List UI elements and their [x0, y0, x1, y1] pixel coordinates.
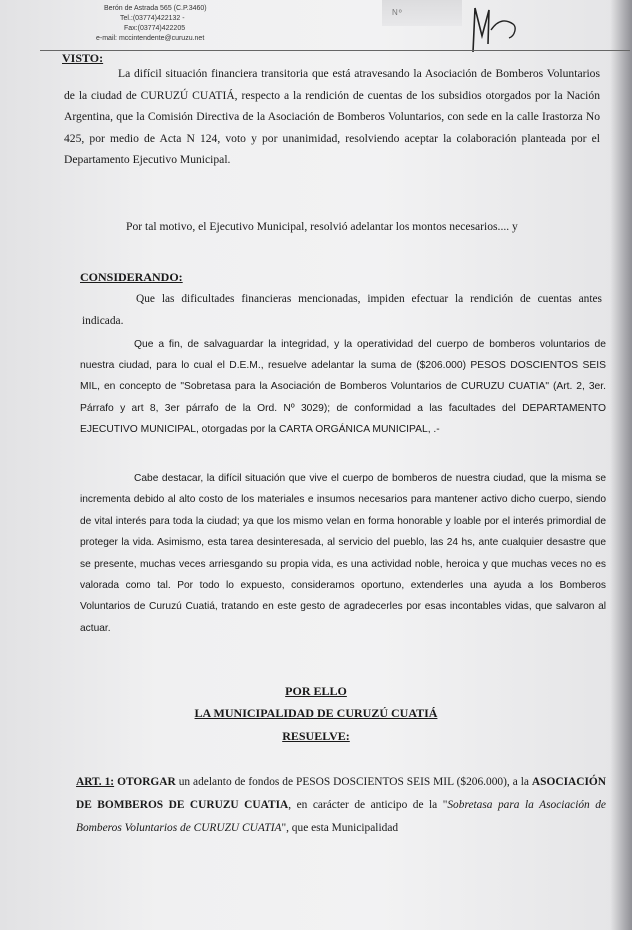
por-ello-heading: POR ELLO [285, 684, 347, 698]
article-1-entity: ASOCIACIÓN DE BOMBEROS DE CURUZU CUATIA [76, 776, 606, 811]
visto-heading: VISTO: [62, 51, 104, 65]
considerando-paragraph-2: Que a fin, de salvaguardar la integridad, y la operatividad del cuerpo de bomberos voluntarios de nuestra ciudad, para lo cual el D.E.M., resuelve adelantar la suma de ($206.000) PESOS DOSCIENTOS SEIS MIL, en concepto de "Sobretasa para la Asociación de Bomberos Voluntarios de CURUZU CUATIA" (Art. 2, 3er. Párrafo y art 8, 3er párrafo de la Ord. Nº 3029); de conformidad a las facultades del DEPARTAMENTO EJECUTIVO MUNICIPAL, otorgadas por la CARTA ORGÁNICA MUNICIPAL, .- [80, 339, 606, 435]
page-edge-shadow [610, 0, 632, 930]
signature-mark [455, 0, 535, 60]
articulo-1 [76, 771, 606, 840]
letterhead-tel: Tel.:(03774)422132 - [120, 15, 185, 22]
resuelve-heading: RESUELVE: [282, 729, 350, 743]
visto-paragraph-1: La difícil situación financiera transitoria que está atravesando la Asociación de Bomberos Voluntarios de la ciudad de CURUZÚ CUATIÁ, respecto a la rendición de cuentas de los subsidios otorgados por la Nación Argentina, que la Comisión Directiva de la Asociación de Bomberos Voluntarios, con sede en la calle Irastorza No 425, por medio de Acta N 124, voto y por unanimidad, resolviendo aceptar la colaboración planteada por el Departamento Ejecutivo Municipal. [64, 67, 600, 167]
article-1-sobretasa: Sobretasa para la Asociación de Bomberos Voluntarios de CURUZU CUATIA [76, 799, 606, 834]
considerando-paragraph-1: Que las dificultades financieras mencionadas, impiden efectuar la rendición de cuentas antes indicada. [82, 293, 602, 327]
article-1-label: ART. 1: [76, 776, 115, 788]
visto-paragraph-2: Por tal motivo, el Ejecutivo Municipal, resolvió adelantar los montos necesarios.... y [126, 220, 518, 233]
article-1-verb: OTORGAR [117, 776, 176, 788]
considerando-heading: CONSIDERANDO: [80, 270, 183, 284]
letterhead-contact [96, 4, 207, 44]
header-divider [40, 50, 630, 51]
article-1-text-1: un adelanto de fondos de PESOS DOSCIENTOS SEIS MIL ($206.000), a la [175, 776, 532, 788]
letterhead-email: e-mail: mccintendente@curuzu.net [96, 35, 205, 42]
stamp-number: Nº [392, 8, 403, 17]
letterhead-address: Berón de Astrada 565 (C.P.3460) [104, 5, 207, 12]
letterhead-fax: Fax:(03774)422205 [124, 25, 186, 32]
article-1-text-2: , en carácter de anticipo de la " [288, 799, 448, 811]
considerando-paragraph-3: Cabe destacar, la difícil situación que vive el cuerpo de bomberos de nuestra ciudad, que la misma se incrementa debido al alto costo de los materiales e insumos necesarios para mantener activo dicho cuerpo, siendo de vital interés para toda la ciudad; ya que los mismo velan en forma honorable y loable por el interés primordial de proteger la vida. Asimismo, esta tarea desinteresada, al servicio del pueblo, las 24 hs, ante cualquier desastre que se presente, muchas veces arriesgando su propia vida, es una actividad noble, heroica y que muchas veces no es valorada como tal. Por todo lo expuesto, consideramos oportuno, extenderles una ayuda a los Bomberos Voluntarios de Curuzú Cuatiá, tratando en este gesto de agradecerles por esas incontables vidas, que salvaron al actuar. [80, 473, 606, 634]
municipalidad-heading: LA MUNICIPALIDAD DE CURUZÚ CUATIÁ [194, 706, 438, 720]
article-1-text-3: ", que esta Municipalidad [281, 822, 399, 834]
